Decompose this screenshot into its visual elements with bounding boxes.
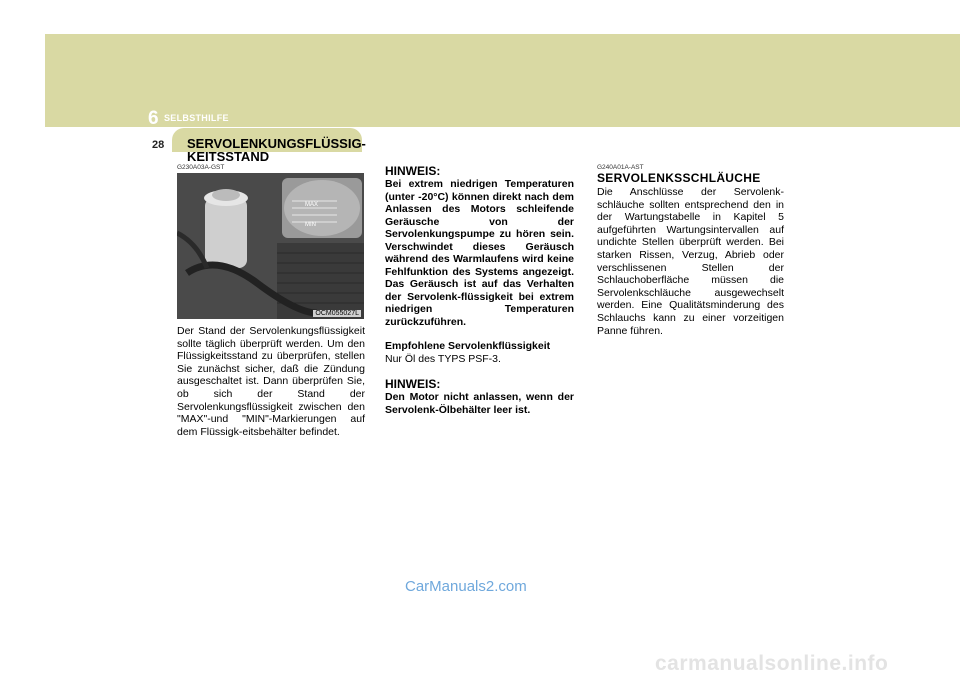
hoses-heading: SERVOLENKSSCHLÄUCHE [597,171,761,185]
chapter-number: 6 [148,108,159,129]
engine-photo [177,173,364,319]
recommended-fluid-title: Empfohlene Servolenkflüssigkeit [385,340,551,352]
carmanualsonline-watermark: carmanualsonline.info [655,652,889,675]
fluid-level-paragraph: Der Stand der Servolenkungsflüssigkeit sollte täglich überprüft werden. Um den Flüssigkeitsstand zu überprüfen, stellen Sie zunächst sicher, daß die Zündung ausgeschaltet ist. Dann überprüfen Sie, ob sich der Stand der Servolenkungsflüssigkeit zwischen den "MAX"-und "MIN"-Markierungen auf dem Flüssigk-eitsbehälter befindet. [177,325,365,438]
hinweis-2-title: HINWEIS: [385,377,441,391]
notes-column [385,164,574,416]
hoses-paragraph: Die Anschlüsse der Servolenk-schläuche sollten entsprechend den in der Wartungstabelle in Kapitel 5 aufgeführten Wartungsintervallen auf undichte Stellen überprüft werden. Bei starken Rissen, Verzug, Abrieb oder verschlissenen Stellen der Schlauchoberfläche müssen die Servolenkschläuche ausgewechselt werden. Eine Qualitätsminderung des Schlauchs kann zu einer vorzeitigen Panne führen. [597,186,784,337]
hinweis-2-text: Den Motor nicht anlassen, wenn der Servolenk-Ölbehälter leer ist. [385,391,574,416]
page-number: 28 [152,139,165,151]
recommended-fluid-text: Nur Öl des TYPS PSF-3. [385,352,501,365]
photo-code: OCM055027L [315,310,359,317]
chapter-title: SELBSTHILFE [164,113,229,123]
section-title-line2: KEITSSTAND [187,149,270,164]
min-marking: MIN [305,222,316,228]
reservoir-illustration [177,173,364,319]
carmanuals2-watermark: CarManuals2.com [405,578,527,595]
hinweis-1-title: HINWEIS: [385,164,441,178]
hoses-code: G240A01A-AST [597,164,644,171]
section-title [187,137,367,163]
max-marking: MAX [305,202,319,208]
section-title-line1: SERVOLENKUNGSFLÜSSIG- [187,136,366,151]
hinweis-1-text: Bei extrem niedrigen Temperaturen (unter -20°C) können direkt nach dem Anlassen des Motors schleifende Geräusche von der Servolenkungspumpe zu hören sein. Verschwindet dieses Geräusch während des Warmlaufens wird keine Fehlfunktion des Systems angezeigt. Das Geräusch ist auf das Verhalten der Servolenk-flüssigkeit bei extrem niedrigen Temperaturen zurückzuführen. [385,178,574,328]
section-code: G230A03A-GST [177,164,225,171]
